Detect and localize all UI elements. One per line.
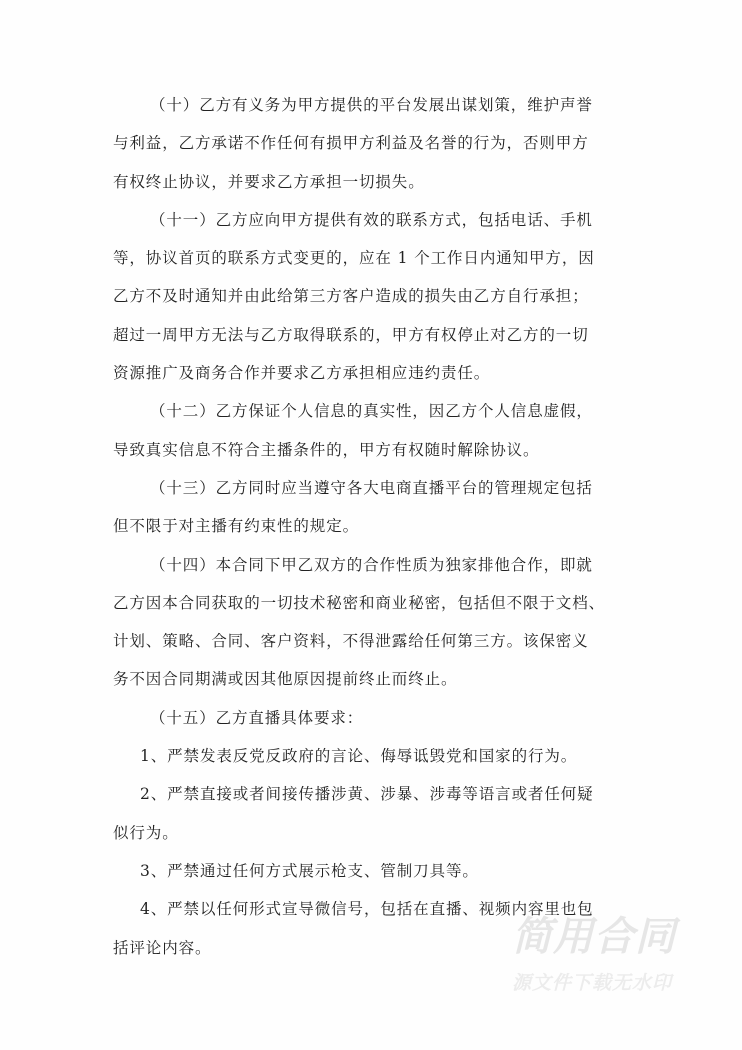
text-line: 4、严禁以任何形式宣导微信号，包括在直播、视频内容里也包 (140, 900, 594, 919)
paragraph (113, 737, 673, 775)
text-line: 资源推广及商务合作并要求乙方承担相应违约责任。 (113, 364, 491, 383)
text-line: 3、严禁通过任何方式展示枪支、管制刀具等。 (140, 861, 479, 880)
text-line: 等，协议首页的联系方式变更的，应在 1 个工作日内通知甲方，因 (113, 249, 595, 268)
text-line: （十三）乙方同时应当遵守各大电商直播平台的管理规定包括 (150, 478, 593, 497)
watermark-logo: 简用合同 (512, 914, 676, 960)
text-line: 超过一周甲方无法与乙方取得联系的，甲方有权停止对乙方的一切 (113, 325, 589, 344)
paragraph (113, 392, 673, 469)
text-line: （十一）乙方应向甲方提供有效的联系方式，包括电话、手机 (150, 210, 593, 229)
text-line: 计划、策略、合同、客户资料，不得泄露给任何第三方。该保密义 (113, 632, 589, 651)
paragraph (113, 699, 673, 737)
document-body (113, 86, 673, 967)
text-line: 但不限于对主播有约束性的规定。 (113, 517, 360, 536)
paragraph (113, 775, 673, 852)
text-line: 务不因合同期满或因其他原因提前终止而终止。 (113, 670, 458, 689)
text-line: 2、严禁直接或者间接传播涉黄、涉暴、涉毒等语言或者任何疑 (140, 785, 594, 804)
paragraph (113, 852, 673, 890)
text-line: （十五）乙方直播具体要求： (150, 708, 364, 727)
paragraph (113, 469, 673, 546)
text-line: （十）乙方有义务为甲方提供的平台发展出谋划策，维护声誉 (150, 96, 593, 114)
paragraph (113, 201, 673, 392)
text-line: （十四）本合同下甲乙双方的合作性质为独家排他合作，即就 (150, 555, 593, 574)
text-line: 有权终止协议，并要求乙方承担一切损失。 (113, 172, 425, 191)
text-line: 括评论内容。 (113, 938, 212, 957)
text-line: 与利益，乙方承诺不作任何有损甲方利益及名誉的行为，否则甲方 (113, 134, 589, 153)
text-line: 似行为。 (113, 823, 179, 842)
watermark-subtitle: 源文件下载无水印 (512, 972, 673, 994)
text-line: 导致真实信息不符合主播条件的，甲方有权随时解除协议。 (113, 440, 540, 459)
text-line: 1、严禁发表反党反政府的言论、侮辱诋毁党和国家的行为。 (140, 747, 578, 766)
text-line: 乙方因本合同获取的一切技术秘密和商业秘密，包括但不限于文档、 (113, 593, 606, 612)
text-line: 乙方不及时通知并由此给第三方客户造成的损失由乙方自行承担； (113, 287, 589, 306)
text-line: （十二）乙方保证个人信息的真实性，因乙方个人信息虚假， (150, 402, 593, 421)
paragraph (113, 546, 673, 699)
paragraph (113, 86, 673, 201)
